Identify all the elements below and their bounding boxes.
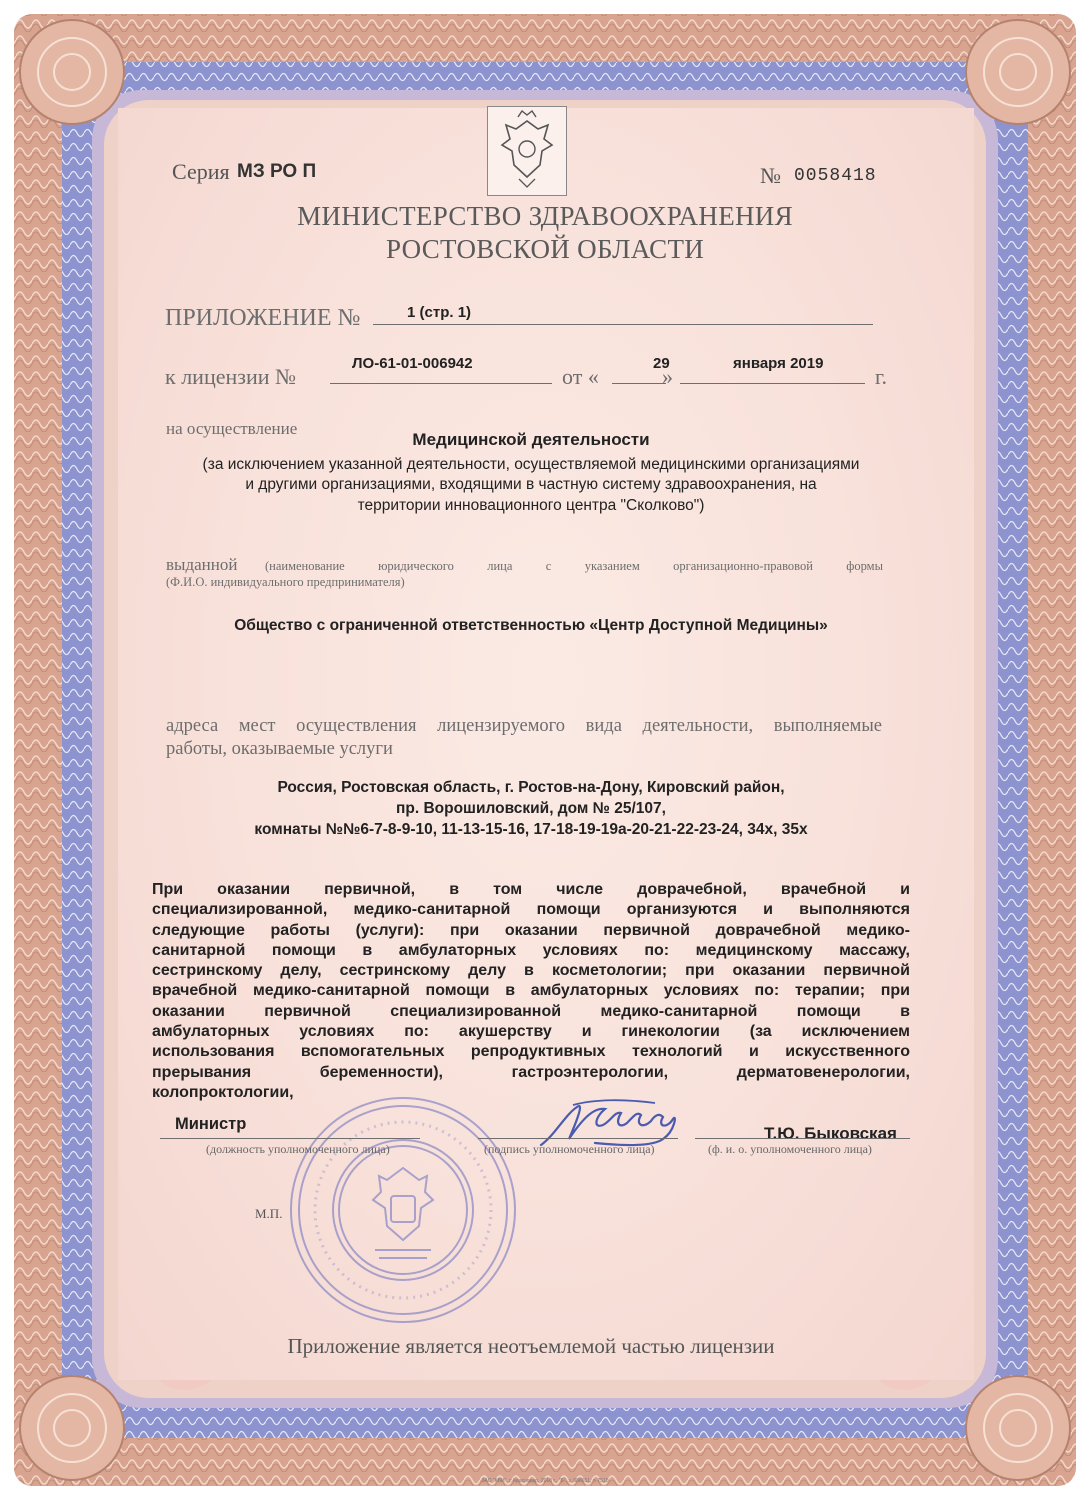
- license-day: 29: [653, 355, 670, 372]
- services-line: санитарной помощи в амбулаторных условиях по: медицинскому массажу,: [152, 941, 910, 959]
- name-caption: (ф. и. о. уполномоченного лица): [708, 1142, 872, 1156]
- services-line: следующие работы (услуги): при оказании первичной доврачебной медико-: [152, 921, 910, 939]
- license-day-close: »: [662, 364, 673, 389]
- appendix-label: ПРИЛОЖЕНИЕ №: [165, 305, 361, 331]
- ministry-title-line2: РОСТОВСКОЙ ОБЛАСТИ: [385, 234, 705, 264]
- form-number: 0058418: [794, 166, 877, 186]
- series-label: Серия: [172, 159, 230, 184]
- license-month-year: января 2019: [733, 355, 824, 372]
- issued-label: выданной: [166, 555, 238, 574]
- address-line1: Россия, Ростовская область, г. Ростов-на-Дону, Кировский район,: [277, 779, 785, 796]
- signatory-name: Т.Ю. Быковская: [764, 1124, 897, 1143]
- address-line3: комнаты №№6-7-8-9-10, 11-13-15-16, 17-18-19-19а-20-21-22-23-24, 34х, 35х: [254, 821, 808, 838]
- activity-line1: (за исключением указанной деятельности, осуществляемой медицинскими организациями: [202, 456, 860, 473]
- license-label: к лицензии №: [165, 364, 296, 389]
- footer-note: Приложение является неотъемлемой частью лицензии: [287, 1334, 775, 1358]
- license-from-label: от «: [562, 364, 599, 389]
- services-line: оказании первичной специализированной медико-санитарной помощи в: [152, 1002, 910, 1020]
- coat-of-arms-icon: [487, 106, 567, 196]
- signatory-position: Министр: [175, 1115, 247, 1133]
- activity-label: на осуществление: [166, 419, 298, 438]
- number-label: №: [760, 163, 781, 188]
- license-number-underline: [330, 383, 552, 384]
- organization-name: Общество с ограниченной ответственностью «Центр Доступной Медицины»: [234, 617, 828, 634]
- appendix-underline: [373, 324, 873, 325]
- signature-caption: (подпись уполномоченного лица): [484, 1142, 655, 1156]
- services-line: использования вспомогательных репродуктивных технологий и искусственного: [152, 1043, 910, 1061]
- activity-line3: территории инновационного центра "Сколково"): [357, 497, 705, 514]
- issued-caption1: (наименование юридического лица с указанием организационно-правовой формы: [265, 559, 883, 573]
- license-year-suffix: г.: [875, 364, 888, 389]
- appendix-value: 1 (стр. 1): [407, 304, 472, 321]
- address-label-line1: адреса мест осуществления лицензируемого вида деятельности, выполняемые: [166, 716, 882, 736]
- services-text: [152, 880, 910, 1103]
- services-line: колопроктологии,: [152, 1083, 294, 1101]
- activity-line2: и другими организациями, входящими в частную систему здравоохранения, на: [245, 476, 817, 493]
- signature-underline: [478, 1138, 678, 1139]
- address-line2: пр. Ворошиловский, дом № 25/107,: [396, 800, 666, 817]
- name-underline: [695, 1138, 910, 1139]
- services-line: специализированной, медико-санитарной помощи организуются и выполняются: [152, 901, 910, 919]
- position-caption: (должность уполномоченного лица): [206, 1142, 390, 1156]
- position-underline: [160, 1138, 420, 1139]
- series-value: МЗ РО П: [237, 161, 317, 182]
- services-line: прерывания беременности), гастроэнтерологии, дерматовенерологии,: [152, 1063, 910, 1081]
- official-stamp: [283, 1090, 523, 1330]
- services-line: врачебной медико-санитарной помощи в амбулаторных условиях по: терапии; при: [152, 982, 910, 1000]
- month-underline: [680, 383, 865, 384]
- license-number: ЛО-61-01-006942: [352, 355, 473, 372]
- services-line: сестринскому делу, сестринскому делу в косметологии; при оказании первичной: [152, 962, 910, 980]
- address-label-line2: работы, оказываемые услуги: [166, 739, 393, 759]
- day-underline: [612, 383, 666, 384]
- issued-caption2: (Ф.И.О. индивидуального предпринимателя): [166, 575, 405, 589]
- printer-imprint: ЗАО "КВИ", г. Краснодар, 2018 г., "Б", з. 688651, т. 7510: [481, 1478, 609, 1484]
- services-line: При оказании первичной, в том числе доврачебной, врачебной и: [152, 881, 910, 898]
- stamp-place-label: М.П.: [255, 1206, 283, 1221]
- activity-title: Медицинской деятельности: [412, 430, 650, 449]
- ministry-title-line1: МИНИСТЕРСТВО ЗДРАВООХРАНЕНИЯ: [297, 201, 793, 231]
- services-line: амбулаторных условиях по: акушерству и гинекологии (за исключением: [152, 1023, 910, 1041]
